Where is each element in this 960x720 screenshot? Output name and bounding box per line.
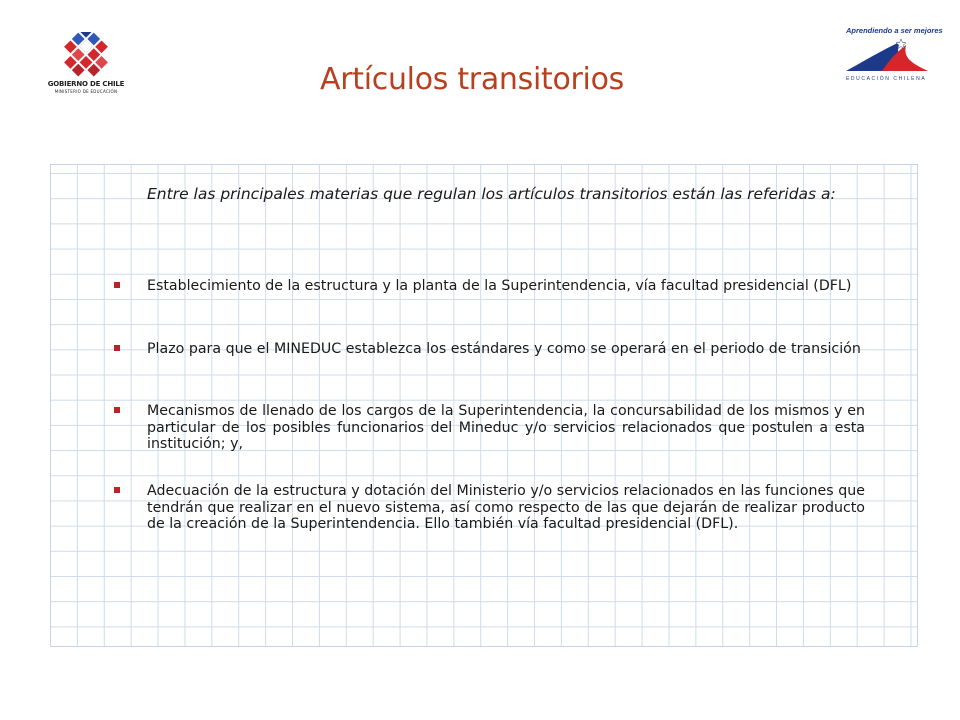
bullet-marker-icon [114, 345, 120, 351]
bullet-item-1: Establecimiento de la estructura y la planta de la Superintendencia, vía facultad presidencial (DFL) [147, 278, 852, 294]
bullet-item-2: Plazo para que el MINEDUC establezca los estándares y como se operará en el periodo de transición [147, 341, 861, 357]
bullet-marker-icon [114, 282, 120, 288]
logo-right-caption: EDUCACIÓN CHILENA [846, 76, 927, 82]
bullet-marker-icon [114, 487, 120, 493]
bullet-item-4: Adecuación de la estructura y dotación del Ministerio y/o servicios relacionados en las funciones que tendrán que realizar en el nuevo sistema, así como respecto de las que dejarán de realizar producto de la creación de la Superintendencia. Ello también vía facultad presidencial (DFL). [147, 483, 865, 532]
bullet-marker-icon [114, 407, 120, 413]
bullet-item-3: Mecanismos de llenado de los cargos de la Superintendencia, la concursabilidad de los mismos y en particular de los posibles funcionarios del Mineduc y/o servicios relacionados que postulen a esta institución; y, [147, 403, 865, 452]
logo-right-tagline: Aprendiendo a ser mejores [846, 26, 943, 35]
intro-text: Entre las principales materias que regulan los artículos transitorios están las referidas a: [147, 185, 836, 203]
page-title: Artículos transitorios [320, 62, 624, 97]
logo-left-line2: MINISTERIO DE EDUCACIÓN [54, 89, 118, 94]
logo-left-line1: GOBIERNO DE CHILE [47, 80, 125, 88]
